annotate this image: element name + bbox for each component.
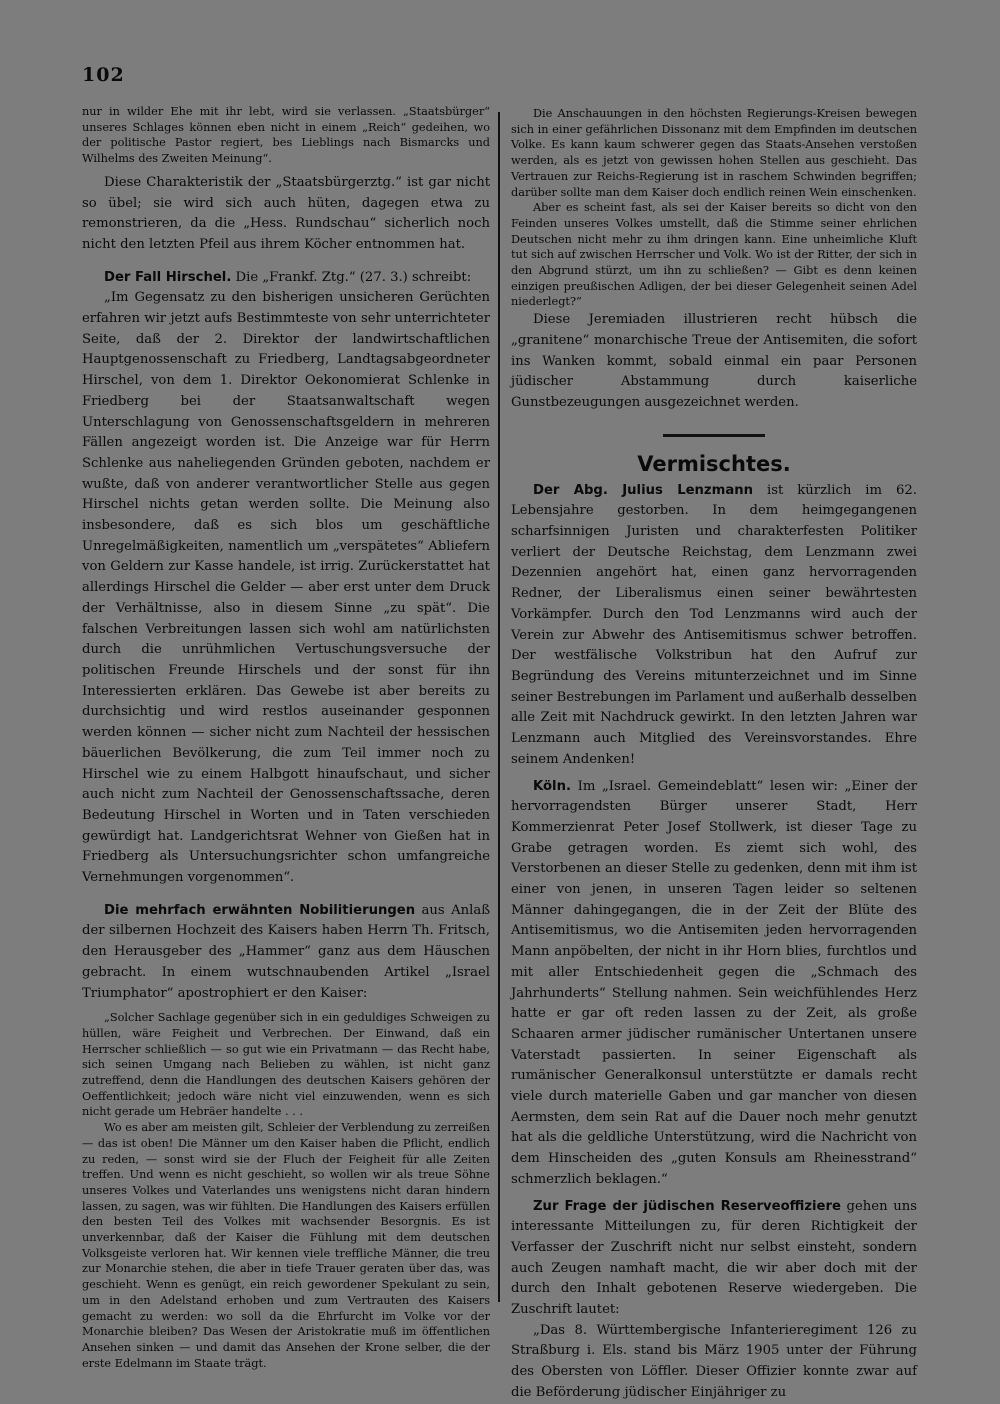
commentary-paragraph: Diese Charakteristik der „Staatsbürgerztg.“ ist gar nicht so übel; sie wird sich auch hüten, dagegen etwa zu remonstrieren, da die „Hess. Rundschau“ sicherlich noch nicht den letzten Pfeil aus ihrem Köcher entnommen hat. [82, 174, 490, 252]
quote-continuation-1: Die Anschauungen in den höchsten Regierungs-Kreisen bewegen sich in einer gefährlichen Dissonanz mit dem Empfinden im deutschen Volke. Es kann kaum schwerer gegen das Staats-Ansehen verstoßen werden, als es jetzt von gewissen hohen Stellen aus geschieht. Das Vertrauen zur Reichs-Regierung ist in raschem Schwinden begriffen; darüber sollte man dem Kaiser doch endlich reinen Wein einschenken. [511, 107, 917, 199]
nobilitierungen-quote-1: „Solcher Sachlage gegenüber sich in ein geduldiges Schweigen zu hüllen, wäre Feigheit und Verbrechen. Der Einwand, daß ein Herrscher schließlich — so gut wie ein Privatmann — das Recht habe, sich seinen Umgang nach Belieben zu wählen, ist nicht ganz zutreffend, denn die Handlungen des deutschen Kaisers gehören der Oeffentlichkeit; jedoch wäre nicht viel einzuwenden, wenn es sich nicht gerade um Hebräer handelte . . . [82, 1011, 490, 1119]
right-column [511, 106, 917, 1404]
quote-continuation-2: Aber es scheint fast, als sei der Kaiser bereits so dicht von den Feinden unseres Volkes umstellt, daß die Stimme seiner ehrlichen Deutschen nicht mehr zu ihm dringen kann. Eine unheimliche Kluft tut sich auf zwischen Herrscher und Volk. Wo ist der Ritter, der sich in den Abgrund stürzt, um ihn zu schließen? — Gibt es denn keinen einzigen preußischen Adligen, der bei dieser Gelegenheit seinen Adel niederlegt?“ [511, 201, 917, 309]
left-column [82, 104, 490, 1371]
article-lenzmann-heading: Der Abg. Julius Lenzmann [533, 482, 754, 498]
article-nobilitierungen-intro: Die mehrfach erwähnten Nobilitierungen aus Anlaß der silbernen Hochzeit des Kaisers haben Herrn Th. Fritsch, den Herausgeber des „Hammer“ ganz aus dem Häuschen gebracht. In einem wutschnaubenden Artikel „Israel Triumphator“ apostrophiert er den Kaiser: [82, 902, 490, 1001]
reserveoffiziere-quote: „Das 8. Württembergische Infanterieregiment 126 zu Straßburg i. Els. stand bis März 1905 unter der Führung des Obersten von Löffler. Dieser Offizier konnte zwar auf die Beförderung jüdischer Einjähriger zu [511, 1322, 917, 1400]
article-lenzmann: Der Abg. Julius Lenzmann ist kürzlich im 62. Lebensjahre gestorben. In dem heimgegangenen scharfsinnigen Juristen und charakterfesten Politiker verliert der Deutsche Reichstag, dem Lenzmann zwei Dezennien angehört hat, einen ganz hervorragenden Redner, der Liberalismus einen seiner bewährtesten Vorkämpfer. Durch den Tod Lenzmanns wird auch der Verein zur Abwehr des Antisemitismus schwer betroffen. Der westfälische Volkstribun hat den Aufruf zur Begründung des Vereins mitunterzeichnet und im Sinne seiner Bestrebungen im Parlament und außerhalb desselben alle Zeit mit Nachdruck gewirkt. In den letzten Jahren war Lenzmann auch Mitglied des Vereinsvorstandes. Ehre seinem Andenken! [511, 482, 917, 767]
article-reserveoffiziere: Zur Frage der jüdischen Reserveoffiziere gehen uns interessante Mitteilungen zu, für deren Richtigkeit der Verfasser der Zuschrift nicht nur selbst einsteht, sondern auch Zeugen namhaft macht, die wir aber doch mit der durch den Inhalt gebotenen Reserve wiedergeben. Die Zuschrift lautet: [511, 1198, 917, 1318]
article-hirschel-intro: Der Fall Hirschel. Die „Frankf. Ztg.“ (27. 3.) schreibt: [104, 269, 472, 285]
section-divider [663, 434, 765, 437]
quote-ending: nur in wilder Ehe mit ihr lebt, wird sie verlassen. „Staatsbürger“ unseres Schlages können eben nicht in einem „Reich“ gedeihen, wo der politische Pastor regiert, bes Lieblings nach Bismarcks und Wilhelms des Zweiten Meinung“. [82, 105, 490, 166]
jeremiaden-paragraph: Diese Jeremiaden illustrieren recht hübsch die „granitene“ monarchische Treue der Antisemiten, die sofort ins Wanken kommt, sobald einmal ein paar Personen jüdischer Abstammung durch kaiserliche Gunstbezeugungen ausgezeichnet werden. [511, 312, 917, 410]
nobilitierungen-quote-2: Wo es aber am meisten gilt, Schleier der Verblendung zu zerreißen — das ist oben! Die Männer um den Kaiser haben die Pflicht, endlich zu reden, — sonst wird sie der Fluch der Feigheit für alle Zeiten treffen. Und wenn es nicht geschieht, so wollen wir als treue Söhne unseres Volkes und Vaterlandes uns wenigstens nicht daran hindern lassen, zu sagen, was wir fühlten. Die Handlungen des Kaisers erfüllen den besten Teil des Volkes mit wachsender Besorgnis. Es ist unverkennbar, daß der Kaiser die Fühlung mit dem deutschen Volksgeiste verloren hat. Wir kennen viele treffliche Männer, die treu zur Monarchie stehen, die aber in tiefe Trauer geraten über das, was geschieht. Wenn es genügt, ein reich gewordener Spekulant zu sein, um in den Adelstand erhoben und zum Vertrauten des Kaisers gemacht zu werden: wo soll da die Ehrfurcht im Volke vor der Monarchie bleiben? Das Wesen der Aristokratie muß im öffentlichen Ansehen sinken — und damit das Ansehen der Krone selber, die der erste Edelmann im Staate trägt. [82, 1121, 490, 1370]
article-hirschel-heading: Der Fall Hirschel. [104, 269, 232, 285]
page-number: 102 [82, 64, 125, 86]
article-hirschel-quote: „Im Gegensatz zu den bisherigen unsicheren Gerüchten erfahren wir jetzt aufs Bestimmteste von sehr unterrichteter Seite, daß der 2. Direktor der landwirtschaftlichen Hauptgenossenschaft zu Friedberg, Landtagsabgeordneter Hirschel, von dem 1. Direktor Oekonomierat Schlenke in Friedberg bei der Staatsanwaltschaft wegen Unterschlagung von Genossenschaftsgeldern in mehreren Fällen angezeigt worden ist. Die Anzeige war für Herrn Schlenke aus naheliegenden Gründen geboten, nachdem er wußte, daß von anderer verantwortlicher Stelle aus gegen Hirschel nichts getan werden sollte. Die Meinung also insbesondere, daß es sich blos um geschäftliche Unregelmäßigkeiten, namentlich um „verspätetes“ Abliefern von Geldern zur Kasse handele, ist irrig. Zurückerstattet hat allerdings Hirschel die Gelder — aber erst unter dem Druck der Verhältnisse, also in diesem Sinne „zu spät“. Die falschen Verbreitungen lassen sich wohl am natürlichsten durch die unrühmlichen Vertuschungsversuche der politischen Freunde Hirschels und der sonst für ihn Interessierten erklären. Das Gewebe ist aber bereits zu durchsichtig und wird restlos auseinander gesponnen werden können — sicher nicht zum Nachteil der hessischen bäuerlichen Bevölkerung, die zum Teil immer noch zu Hirschel wie zu einem Halbgott hinaufschaut, und sicher auch nicht zum Nachteil der Genossenschaftssache, deren Bedeutung Hirschel in Worten und in Taten verschieden gewürdigt hat. Landgerichtsrat Wehner von Gießen hat in Friedberg als Untersuchungsrichter schon umfangreiche Vernehmungen vorgenommen“. [82, 290, 490, 886]
article-nobilitierungen-heading: Die mehrfach erwähnten Nobilitierungen [104, 902, 416, 918]
column-divider [498, 112, 500, 1302]
article-reserveoffiziere-heading: Zur Frage der jüdischen Reserveoffiziere [533, 1198, 841, 1214]
article-koeln: Köln. Im „Israel. Gemeindeblatt“ lesen wir: „Einer der hervorragendsten Bürger unserer Stadt, Herr Kommerzienrat Peter Josef Stollwerk, ist dieser Tage zu Grabe getragen worden. Es ziemt sich wohl, des Verstorbenen an dieser Stelle zu gedenken, denn mit ihm ist einer von jenen, in unseren Tagen leider so seltenen Männer dahingegangen, die in der Zeit der Blüte des Antisemitismus, wo die Antisemiten jeden hervorragenden Mann anpöbelten, der nicht in ihr Horn blies, furchtlos und mit aller Entschiedenheit gegen die „Schmach des Jahrhunderts“ Stellung nahmen. Sein weichfühlendes Herz hatte er gar oft reden lassen zu der Zeit, als große Schaaren armer jüdischer rumänischer Untertanen unsere Vaterstadt passierten. In seiner Eigenschaft als rumänischer Generalkonsul unterstützte er damals recht viele durch materielle Gaben und gar mancher von diesen Aermsten, dem sein Rat auf die Dauer noch mehr genutzt hat als die geldliche Unterstützung, wird die Nachricht von dem Hinscheiden des „guten Konsuls am Rheinesstrand“ schmerzlich beklagen.“ [511, 778, 917, 1187]
section-title-vermischtes: Vermischtes. [637, 451, 791, 476]
article-koeln-heading: Köln. [533, 778, 571, 794]
